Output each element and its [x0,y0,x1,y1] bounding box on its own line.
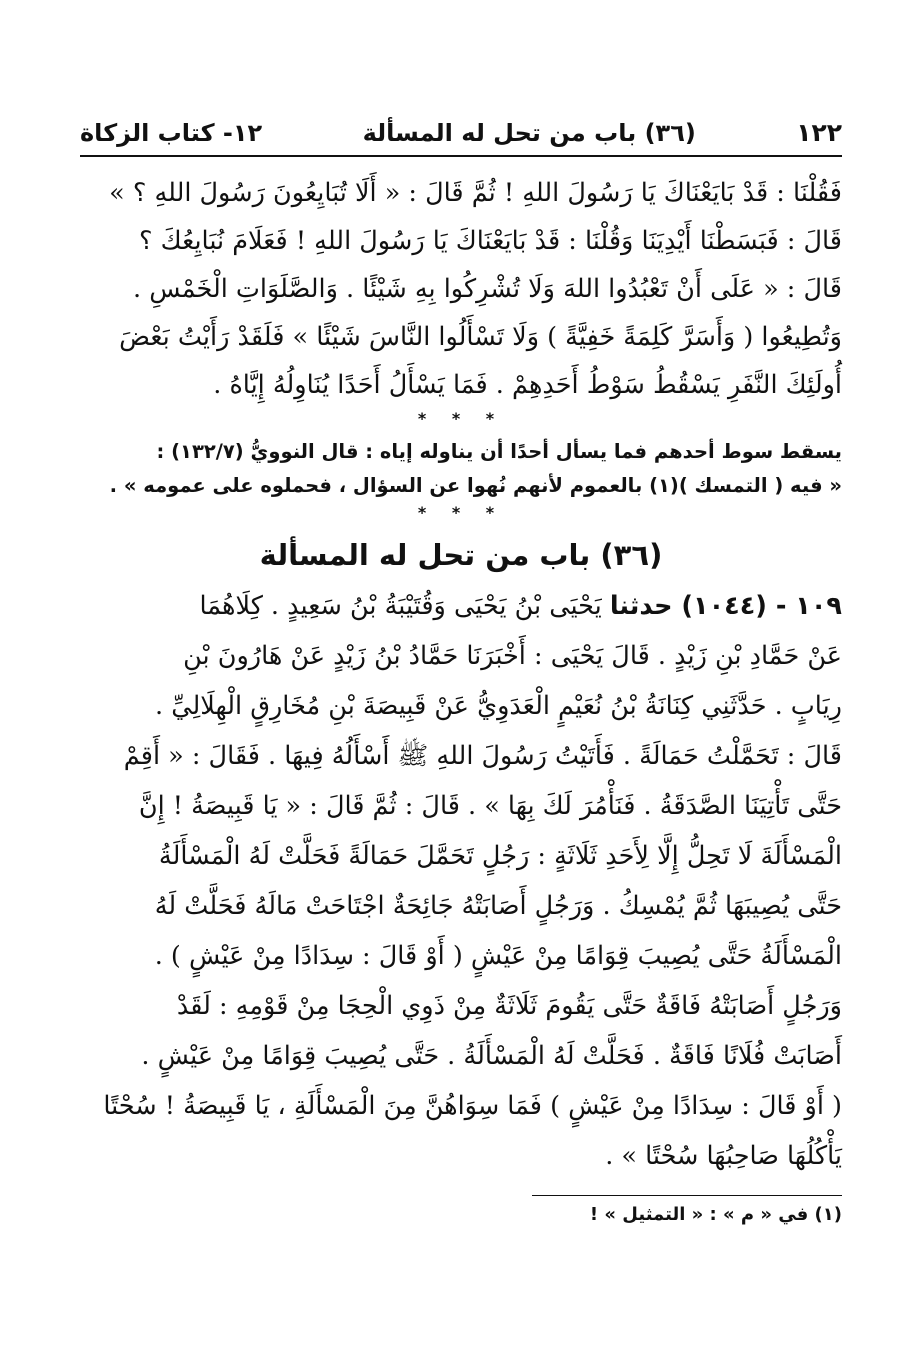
text-line: حَتَّى تَأْتِيَنَا الصَّدَقَةُ . فَنَأْمُرَ لَكَ بِهَا » . قَالَ : ثُمَّ قَالَ : « يَا قَبِيصَةُ ! إِنَّ [138,791,842,821]
text-line: رِيَابٍ . حَدَّثَنِي كِنَانَةُ بْنُ نُعَيْمٍ الْعَدَوِيُّ عَنْ قَبِيصَةَ بْنِ مُخَارِقٍ الْهِلَالِيِّ . [155,691,842,721]
section-title: (٣٦) باب من تحل له المسألة [362,119,696,147]
text-line: أَصَابَتْ فُلَانًا فَاقَةٌ . فَحَلَّتْ لَهُ الْمَسْأَلَةُ . حَتَّى يُصِيبَ قِوَامًا مِنْ عَيْشٍ . [141,1041,842,1071]
text-line: قَالَ : فَبَسَطْنَا أَيْدِيَنَا وَقُلْنَا : قَدْ بَايَعْنَاكَ يَا رَسُولَ اللهِ ! فَعَلَامَ نُبَايِعُكَ ؟ [139,226,842,256]
hadith-text-main [80,581,842,1181]
text-span: يَحْيَى بْنُ يَحْيَى وَقُتَيْبَةُ بْنُ سَعِيدٍ . كِلَاهُمَا [199,591,602,621]
text-line: ( أَوْ قَالَ : سِدَادًا مِنْ عَيْشٍ ) فَمَا سِوَاهُنَّ مِنَ الْمَسْأَلَةِ ، يَا قَبِيصَةُ ! سُحْتًا [103,1091,842,1121]
separator: * * * [417,409,505,428]
separator: * * * [417,503,505,522]
text-line: حَتَّى يُصِيبَهَا ثُمَّ يُمْسِكُ . وَرَجُلٍ أَصَابَتْهُ جَائِحَةٌ اجْتَاحَتْ مَالَهُ فَحَلَّتْ لَهُ [154,891,842,921]
text-line: فَقُلْنَا : قَدْ بَايَعْنَاكَ يَا رَسُولَ اللهِ ! ثُمَّ قَالَ : « أَلَا تُبَايِعُونَ رَسُولَ اللهِ ؟ » [109,178,842,208]
text-line: قَالَ : تَحَمَّلْتُ حَمَالَةً . فَأَتَيْتُ رَسُولَ اللهِ ﷺ أَسْأَلُهُ فِيهَا . فَقَالَ : « أَقِمْ [123,741,842,771]
note-line: « فيه ( التمسك )(١) بالعموم لأنهم نُهوا عن السؤال ، فحملوه على عمومه » . [109,474,842,497]
book-title: ١٢- كتاب الزكاة [80,119,263,147]
hadith-text-top [80,169,842,409]
text-line: يَأْكُلُهَا صَاحِبُهَا سُحْتًا » . [605,1141,842,1171]
text-line: الْمَسْأَلَةُ حَتَّى يُصِيبَ قِوَامًا مِنْ عَيْشٍ ( أَوْ قَالَ : سِدَادًا مِنْ عَيْشٍ ) . [154,941,842,971]
text-line: قَالَ : « عَلَى أَنْ تَعْبُدُوا اللهَ وَلَا تُشْرِكُوا بِهِ شَيْئًا . وَالصَّلَوَاتِ الْخَمْسِ . [133,274,842,304]
text-line [80,581,842,631]
page-number: ١٢٢ [796,118,842,147]
chapter-heading: (٣٦) باب من تحل له المسألة [259,538,663,572]
running-header [80,118,842,157]
text-line: عَنْ حَمَّادِ بْنِ زَيْدٍ . قَالَ يَحْيَى : أَخْبَرَنَا حَمَّادُ بْنُ زَيْدٍ عَنْ هَارُونَ بْنِ [183,641,842,671]
text-line: الْمَسْأَلَةَ لَا تَحِلُّ إِلَّا لِأَحَدِ ثَلَاثَةٍ : رَجُلٍ تَحَمَّلَ حَمَالَةً فَحَلَّتْ لَهُ الْمَسْأَلَةُ [158,841,842,871]
footnote: (١) في « م » : « التمثيل » ! [589,1204,842,1225]
text-line: وَرَجُلٍ أَصَابَتْهُ فَاقَةٌ حَتَّى يَقُومَ ثَلَاثَةٌ مِنْ ذَوِي الْحِجَا مِنْ قَوْمِهِ : لَقَدْ [176,991,842,1021]
note-line: يسقط سوط أحدهم فما يسأل أحدًا أن يناوله إياه : قال النوويُّ (١٣٢/٧) : [156,440,842,463]
commentary-note [80,435,842,503]
footnote-divider [532,1195,842,1196]
hadith-number: ١٠٩ - (١٠٤٤) حدثنا [609,591,842,621]
text-line: أُولَئِكَ النَّفَرِ يَسْقُطُ سَوْطُ أَحَدِهِمْ . فَمَا يَسْأَلُ أَحَدًا يُنَاوِلُهُ إِيَّاهُ . [213,370,842,400]
text-line: وَتُطِيعُوا ( وَأَسَرَّ كَلِمَةً خَفِيَّةً ) وَلَا تَسْأَلُوا النَّاسَ شَيْئًا » فَلَقَدْ رَأَيْتُ بَعْضَ [119,322,842,352]
